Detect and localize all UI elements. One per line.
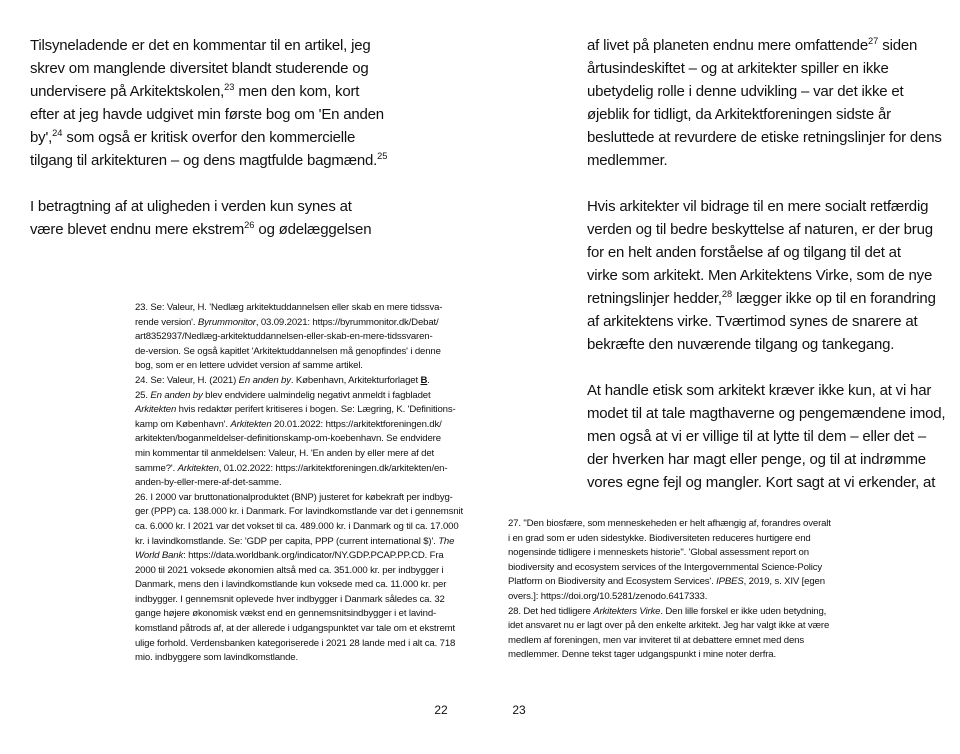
body-paragraph: af livet på planeten endnu mere omfattende$^{27}$ siden årtusindeskiftet – og at arkitekter spiller en ikke ubetydelig rolle i denne udvikling – var det ikke et øjeblik for tidligt, da Arkitektforeningen sidste år besluttede at revurdere de etiske retningslinjer for dens medlemmer. xyxy=(587,36,942,169)
body-paragraph: Tilsyneladende er det en kommentar til en artikel, jeg skrev om manglende diversitet blandt studerende og undervisere på Arkitektskolen,$^{23}$ men den kom, kort efter at jeg havde udgivet min første bog om 'En anden by',$^{24}$ som også er kritisk overfor den kommercielle tilgang til arkitekturen – og dens magtfulde bagmænd.$^{25}$ xyxy=(30,37,388,169)
footnote-25: 25. En anden by blev endvidere ualmindelig negativt anmeldt i fagbladet Arkitekten hvis redaktør perifert kritiseres i bogen. Se: Lægring, K. 'Definitions- kamp om København'. Arkitekten 20.01.2022: https://arkitektforeningen.dk/ arkitekten/boganmeldelser-definitionskamp-om-koebenhavn. Se endvidere min kommentar til anmeldelsen: Valeur, H. 'En anden by eller mere af det samme?'. Arkitekten, 01.02.2022: https://arkitektforeningen.dk/arkitekten/en- anden-by-eller-mere-af-det-samme. xyxy=(135,389,456,489)
body-paragraph: Hvis arkitekter vil bidrage til en mere socialt retfærdig verden og til bedre beskyttelse af naturen, er der brug for en helt anden forståelse af og tilgang til det at virke som arkitekt. Men Arkitektens Virke, som de nye retningslinjer hedder,$^{28}$ lægger ikke op til en forandring af arkitektens virke. Tværtimod synes de snarere at bekræfte den nuværende tilgang og tankegang. xyxy=(587,198,936,353)
footnote-27: 27. "Den biosfære, som menneskeheden er helt afhængig af, forandres overalt i en grad som er uden sidestykke. Biodiversiteten reduceres hurtigere end nogensinde tidligere i menneskets historie". 'Global assessment report on biodiversity and ecosystem services of the Intergovernmental Science-Policy Platform on Biodiversity and Ecosystem Services'. IPBES, 2019, s. XIV [egen overs.]: https://doi.org/10.5281/zenodo.6417333. xyxy=(508,518,831,602)
right-page-footnotes xyxy=(508,517,878,663)
footnote-24: 24. Se: Valeur, H. (2021) En anden by. København, Arkitekturforlaget B. xyxy=(135,374,430,386)
body-paragraph: At handle etisk som arkitekt kræver ikke kun, at vi har modet til at tale magthaverne og pengemændene imod, men også at vi er villige til at lytte til dem – eller det – der hverken har magt eller penge, og til at indrømme vores egne fejl og mangler. Kort sagt at vi erkender, at xyxy=(587,382,946,491)
right-page-body xyxy=(587,34,960,517)
page-number-right: 23 xyxy=(512,703,526,717)
left-page-body xyxy=(30,34,460,264)
footnote-28: 28. Det hed tidligere Arkitekters Virke. Den lille forskel er ikke uden betydning, idet ansvaret nu er lagt over på den enkelte arkitekt. Jeg har valgt ikke at være medlem af foreningen, men var inviteret til at debattere emnet med dens medlemmer. Denne tekst tager udgangspunkt i mine noter derfra. xyxy=(508,605,830,661)
left-page-footnotes xyxy=(135,301,470,666)
page-number-left: 22 xyxy=(434,703,448,717)
body-paragraph: I betragtning af at uligheden i verden kun synes at være blevet endnu mere ekstrem$^{26}$ og ødelæggelsen xyxy=(30,198,372,238)
footnote-23: 23. Se: Valeur, H. 'Nedlæg arkitektuddannelsen eller skab en mere tidssva- rende version'. Byrummonitor, 03.09.2021: https://byrummonitor.dk/Debat/ art8352937/Nedlæg-arkitektuddannelsen-eller-skab-en-mere-tidssvaren- de-version. Se også kapitlet 'Arkitektuddannelsen må genopfindes' i denne bog, som er en lettere udvidet version af samme artikel. xyxy=(135,302,443,372)
footnote-26: 26. I 2000 var bruttonationalproduktet (BNP) justeret for købekraft per indbyg- ger (PPP) ca. 138.000 kr. i Danmark. For lavindkomstlande var det i gennemsnit ca. 6.000 kr. I 2021 var det vokset til ca. 489.000 kr. i Danmark og til ca. 17.000 kr. i lavindkomstlande. Se: 'GDP per capita, PPP (current international $)'. The World Bank: https://data.worldbank.org/indicator/NY.GDP.PCAP.PP.CD. Fra 2000 til 2021 voksede økonomien altså med ca. 351.000 kr. per indbygger i Danmark, mens den i lavindkomstlande kun voksede med ca. 11.000 kr. per indbygger. I gennemsnit oplevede hver indbygger i Danmark således ca. 32 gange højere økonomisk vækst end en gennemsnitsindbygger i et lavind- komstland påtrods af, at der allerede i udgangspunktet var tale om et ekstremt ulige forhold. Verdensbanken kategoriserede i 2021 28 lande med i alt ca. 718 mio. indbyggere som lavindkomstlande. xyxy=(135,491,463,664)
